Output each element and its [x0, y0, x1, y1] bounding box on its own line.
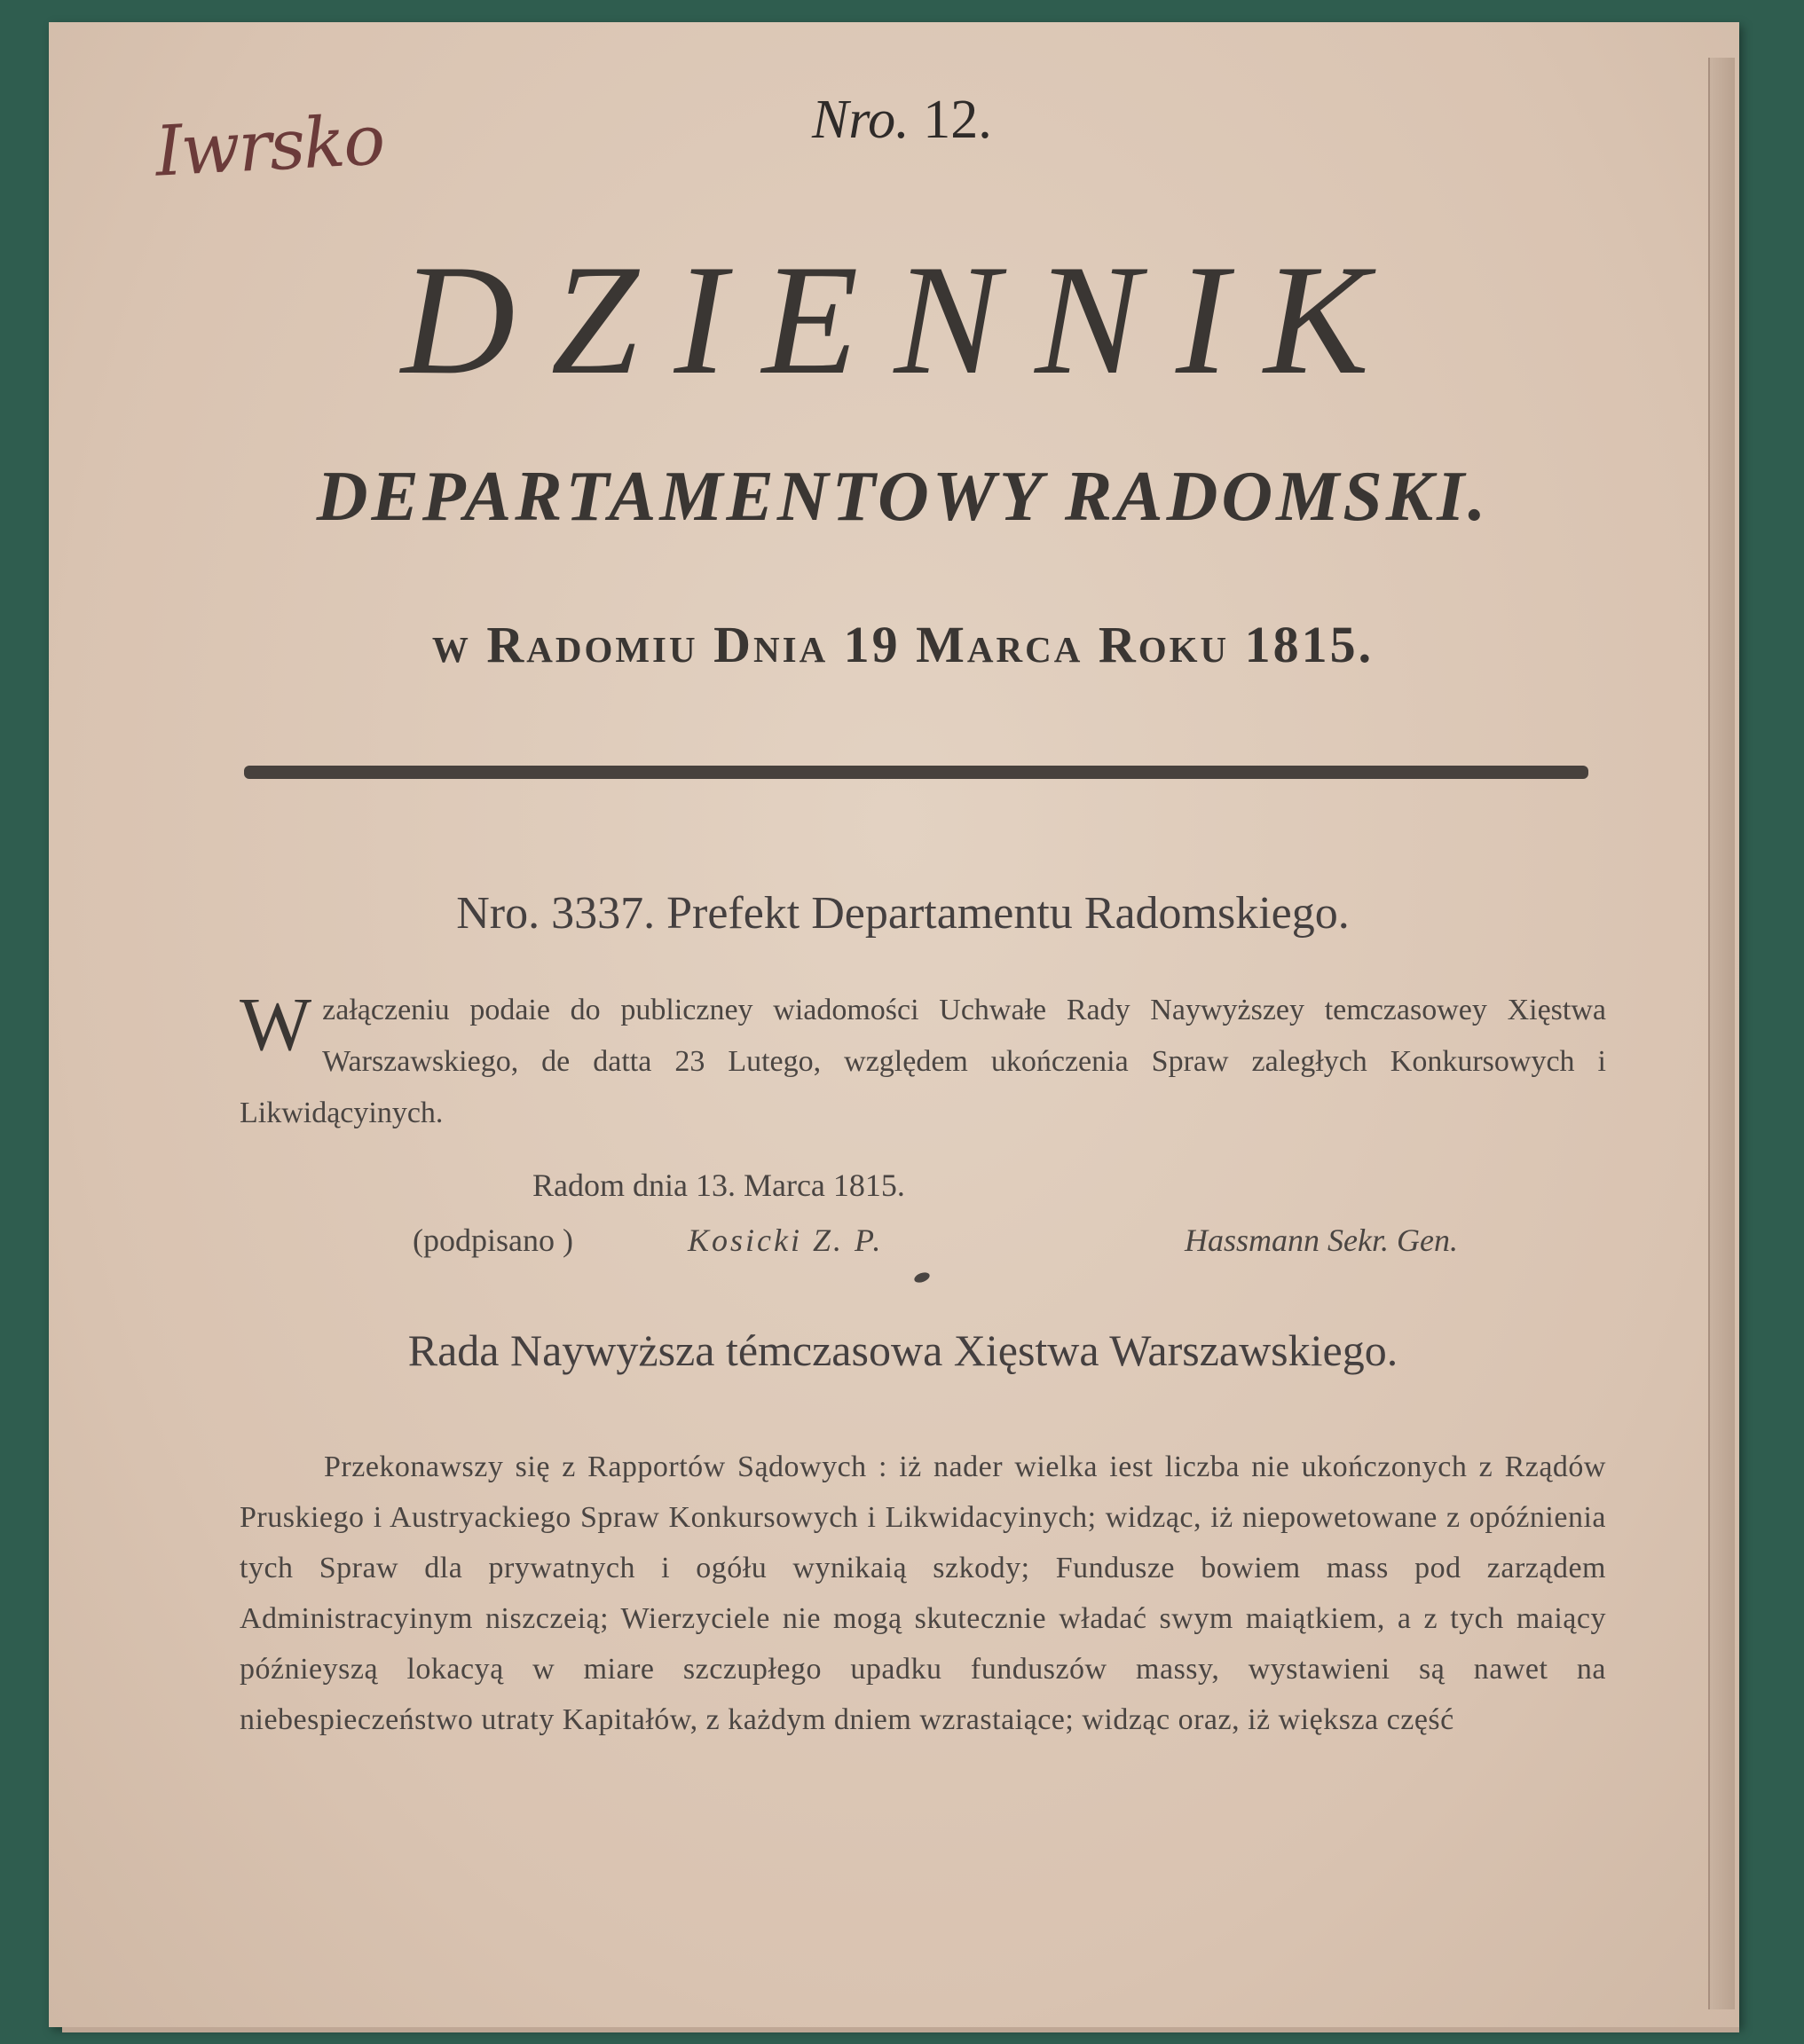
resolution-text: Przekonawszy się z Rapportów Sądowych : iż nader wielka iest liczba nie ukończonych z Rządów Pruskiego i Austryackiego Spraw Konkursowych i Likwidacyinych; widząc, iż niepowetowane z opóźnienia tych Spraw dla prywatnych i ogółu wynikaią szkody; Fundusze bowiem mass pod zarządem Administracyinym niszczeią; Wierzyciele nie mogą skutecznie władać swym maiątkiem, a z tych maiący późnieyszą lokacyą w miare szczupłego upadku funduszów massy, wystawieni są nawet na niebespieczeństwo utraty Kapitałów, z każdym dniem wzrastaiące; widząc oraz, iż większa część — [240, 1450, 1606, 1736]
newspaper-page — [49, 22, 1739, 2027]
issue-number-value: 12. — [923, 90, 992, 150]
issue-number — [812, 89, 992, 152]
signatory-prefect: Kosicki Z. P. — [688, 1222, 884, 1258]
notice-dropcap: W — [240, 981, 312, 1066]
page-edge — [1708, 58, 1735, 2009]
separator-ornament — [913, 1270, 931, 1285]
masthead-dateline: w Radomiu Dnia 19 Marca Roku 1815. — [431, 616, 1375, 673]
issue-number-prefix: Nro. — [812, 90, 910, 150]
masthead-title: DZIENNIK — [401, 232, 1405, 407]
signatory-secretary: Hassmann Sekr. Gen. — [1185, 1222, 1458, 1258]
masthead-subtitle: DEPARTAMENTOWY RADOMSKI. — [316, 458, 1490, 536]
resolution-paragraph — [240, 1442, 1606, 1745]
notice-paragraph — [240, 981, 1606, 1139]
notice-heading: Nro. 3337. Prefekt Departamentu Radomskiego. — [456, 888, 1350, 939]
page-bottom-edge — [62, 2027, 1739, 2032]
masthead-divider — [244, 766, 1588, 779]
notice-text: załączeniu podaie do publiczney wiadomości Uchwałe Rady Naywyższey temczasowey Xięstwa Warszawskiego, de datta 23 Lutego, względem ukończenia Spraw zaległych Konkursowych i Likwidącyinych. — [240, 994, 1606, 1129]
resolution-heading: Rada Naywyższa témczasowa Xięstwa Warszawskiego. — [407, 1325, 1398, 1375]
handwritten-annotation: Iwrsko — [153, 100, 386, 193]
signed-label: (podpisano ) — [413, 1222, 573, 1258]
notice-place-date: Radom dnia 13. Marca 1815. — [532, 1167, 905, 1203]
